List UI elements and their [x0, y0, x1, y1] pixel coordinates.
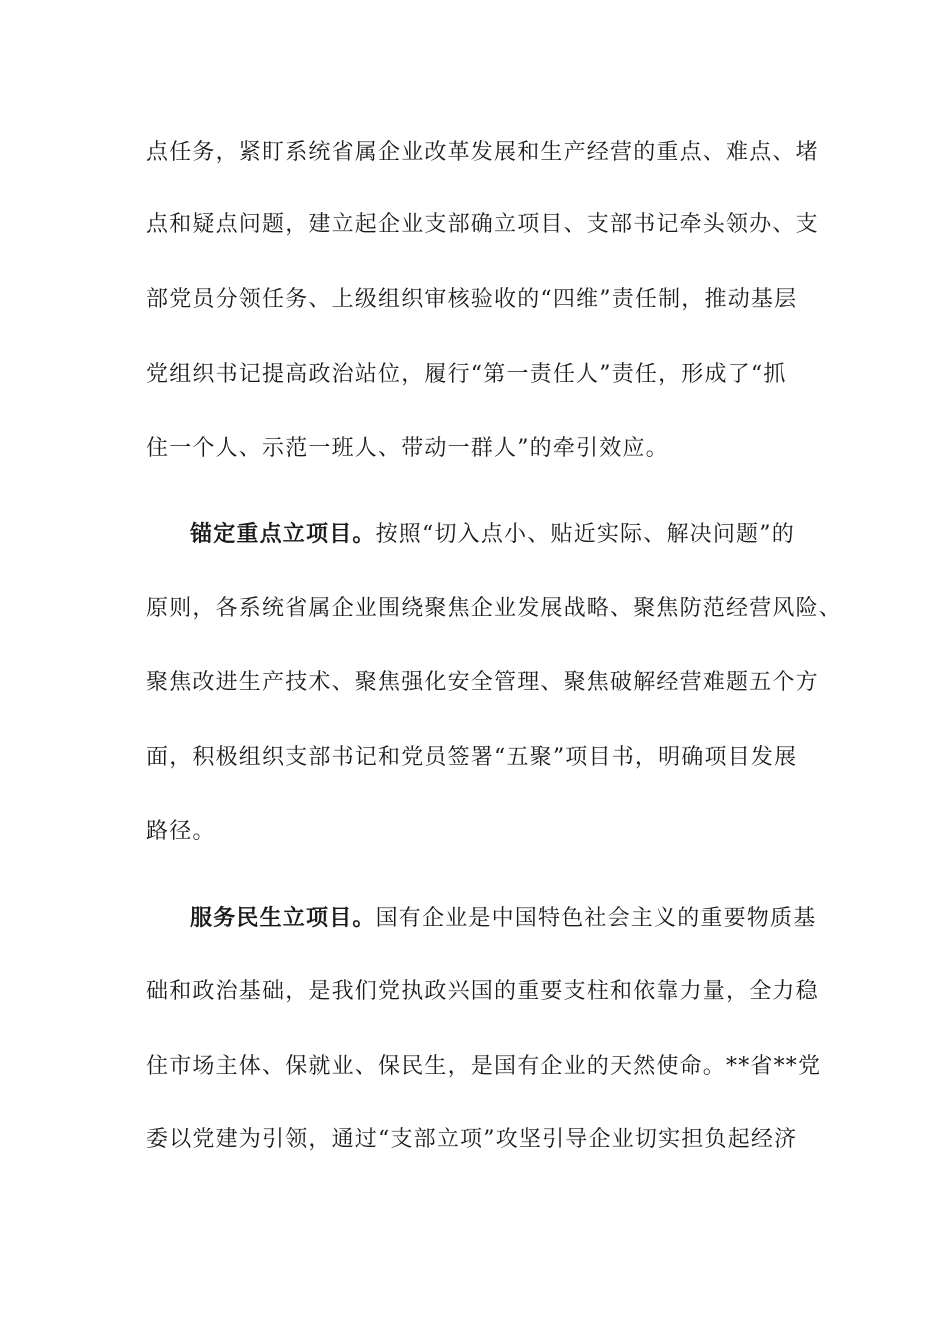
text-line: 住一个人、示范一班人、带动一群人”的牵引效应。 — [146, 436, 669, 461]
text-line: 党组织书记提高政治站位，履行“第一责任人”责任，形成了“抓 — [146, 362, 787, 387]
text-run: 按照“切入点小、贴近实际、解决问题”的 — [375, 522, 795, 547]
text-line: 住市场主体、保就业、保民生，是国有企业的天然使命。**省**党 — [146, 1054, 822, 1079]
text-line — [190, 519, 830, 549]
text-line: 础和政治基础，是我们党执政兴国的重要支柱和依靠力量，全力稳 — [146, 979, 819, 1004]
text-line: 部党员分领任务、上级组织审核验收的“四维”责任制，推动基层 — [146, 287, 798, 312]
text-line: 原则，各系统省属企业围绕聚焦企业发展战略、聚焦防范经营风险、 — [146, 596, 843, 621]
text-line: 面，积极组织支部书记和党员签署“五聚”项目书，明确项目发展 — [146, 745, 798, 770]
text-line: 委以党建为引领，通过“支部立项”攻坚引导企业切实担负起经济 — [146, 1127, 798, 1152]
text-line: 点任务，紧盯系统省属企业改革发展和生产经营的重点、难点、堵 — [146, 140, 819, 165]
text-line: 点和疑点问题，建立起企业支部确立项目、支部书记牵头领办、支 — [146, 212, 819, 237]
text-line: 路径。 — [146, 819, 216, 844]
paragraph-heading: 锚定重点立项目。 — [190, 521, 376, 547]
paragraph-heading: 服务民生立项目。 — [190, 905, 376, 931]
text-line — [190, 903, 830, 933]
text-line: 聚焦改进生产技术、聚焦强化安全管理、聚焦破解经营难题五个方 — [146, 670, 819, 695]
text-run: 国有企业是中国特色社会主义的重要物质基 — [375, 906, 817, 931]
